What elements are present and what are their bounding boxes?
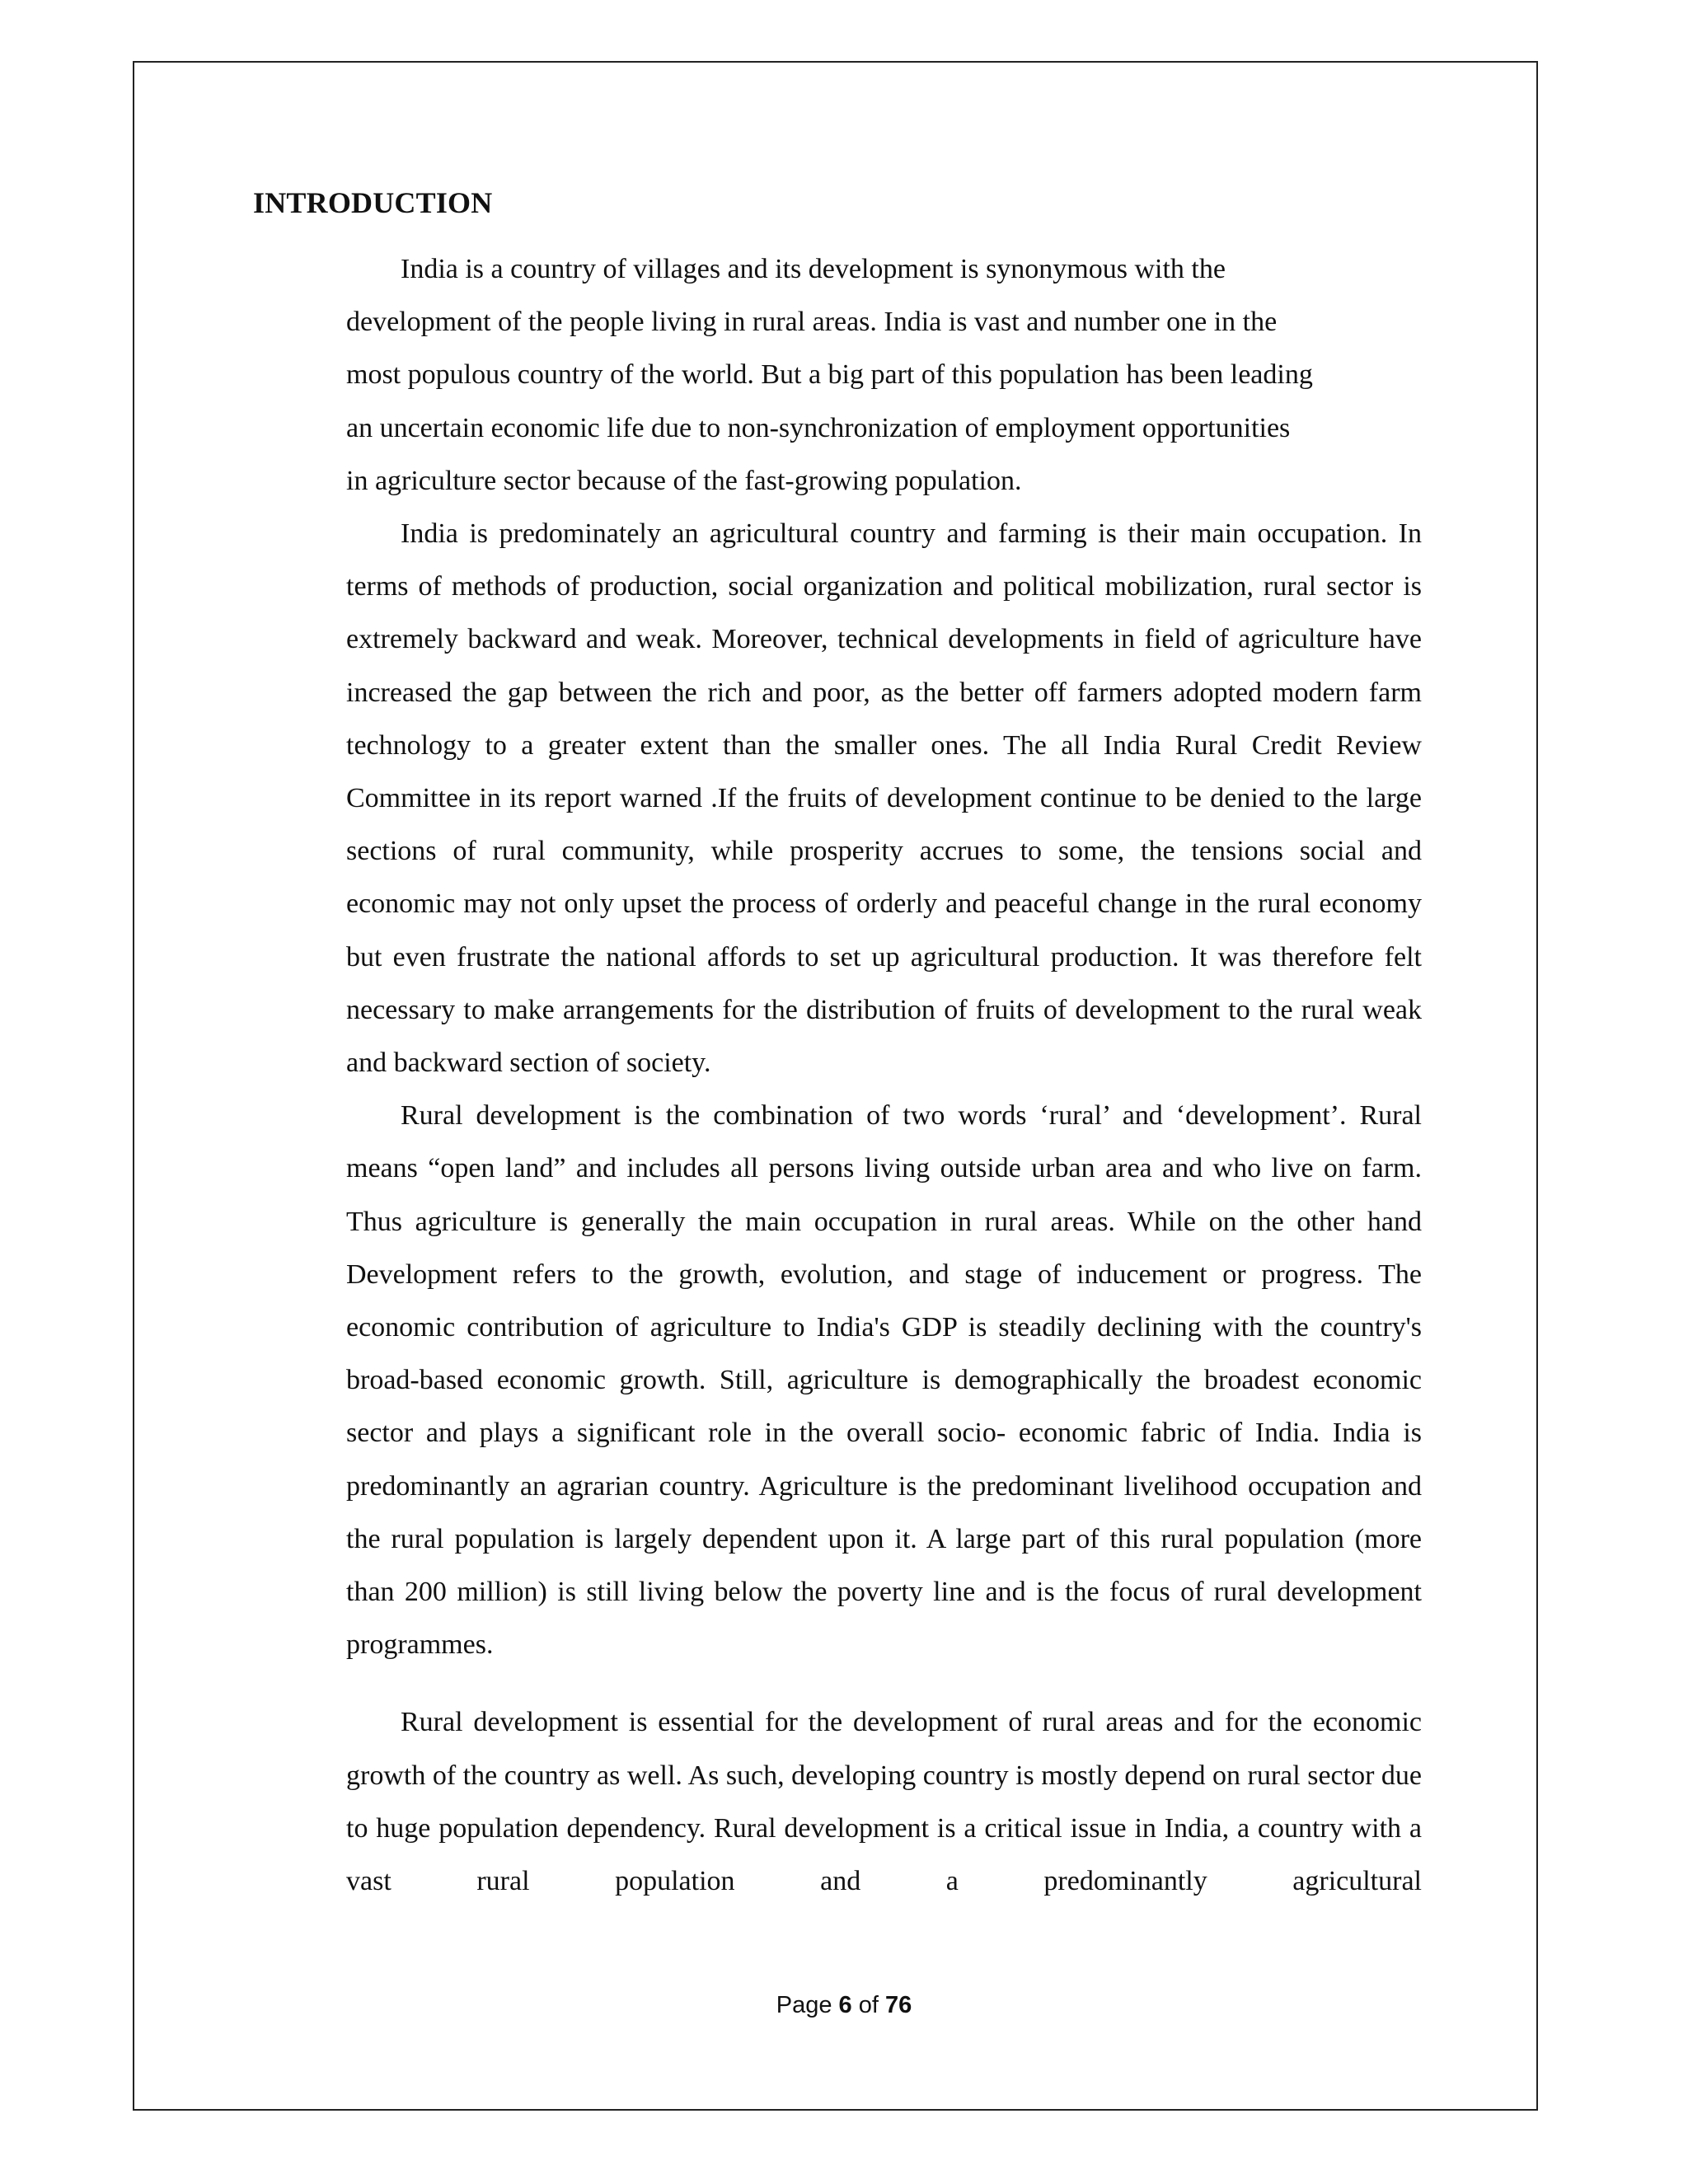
paragraph-1-line: India is a country of villages and its development is synonymous with the: [401, 254, 1226, 284]
paragraph-1-line: development of the people living in rural areas. India is vast and number one in the: [346, 307, 1278, 338]
of-word: of: [858, 1992, 879, 2018]
page-footer: [0, 1989, 1688, 2022]
document-body: [346, 243, 1422, 1908]
paragraph-2: India is predominately an agricultural country and farming is their main occupation. In terms of methods of production, social organization and political mobilization, rural sector is extremely backward and weak. Moreover, technical developments in field of agriculture have increased the gap between the rich and poor, as the better off farmers adopted modern farm technology to a greater extent than the smaller ones. The all India Rural Credit Review Committee in its report warned .If the fruits of development continue to be denied to the large sections of rural community, while prosperity accrues to some, the tensions social and economic may not only upset the process of orderly and peaceful change in the rural economy but even frustrate the national affords to set up agricultural production. It was therefore felt necessary to make arrangements for the distribution of fruits of development to the rural weak and backward section of society.: [346, 518, 1422, 1079]
paragraph-1-line: most populous country of the world. But a big part of this population has been leading: [346, 359, 1313, 391]
paragraph-4: Rural development is essential for the development of rural areas and for the economic growth of the country as well. As such, developing country is mostly depend on rural sector due to huge population dependency. Rural development is a critical issue in India, a country with a vast rural population and a predominantly agricultural: [346, 1707, 1422, 1897]
paragraph-1-line: an uncertain economic life due to non-synchronization of employment opportunities: [346, 412, 1291, 443]
total-pages-number: 76: [884, 1992, 912, 2018]
paragraph-1-line: in agriculture sector because of the fast-growing population.: [346, 465, 1022, 496]
current-page-number: 6: [838, 1992, 852, 2018]
page-word: Page: [776, 1992, 832, 2018]
paragraph-3: Rural development is the combination of two words ‘rural’ and ‘development’. Rural means “open land” and includes all persons living outside urban area and who live on farm. Thus agriculture is generally the main occupation in rural areas. While on the other hand Development refers to the growth, evolution, and stage of inducement or progress. The economic contribution of agriculture to India's GDP is steadily declining with the country's broad-based economic growth. Still, agriculture is demographically the broadest economic sector and plays a significant role in the overall socio- economic fabric of India. India is predominantly an agrarian country. Agriculture is the predominant livelihood occupation and the rural population is largely dependent upon it. A large part of this rural population (more than 200 million) is still living below the poverty line and is the focus of rural development programmes.: [346, 1100, 1422, 1661]
section-heading: INTRODUCTION: [253, 186, 493, 219]
paragraph-1: [346, 243, 1422, 508]
